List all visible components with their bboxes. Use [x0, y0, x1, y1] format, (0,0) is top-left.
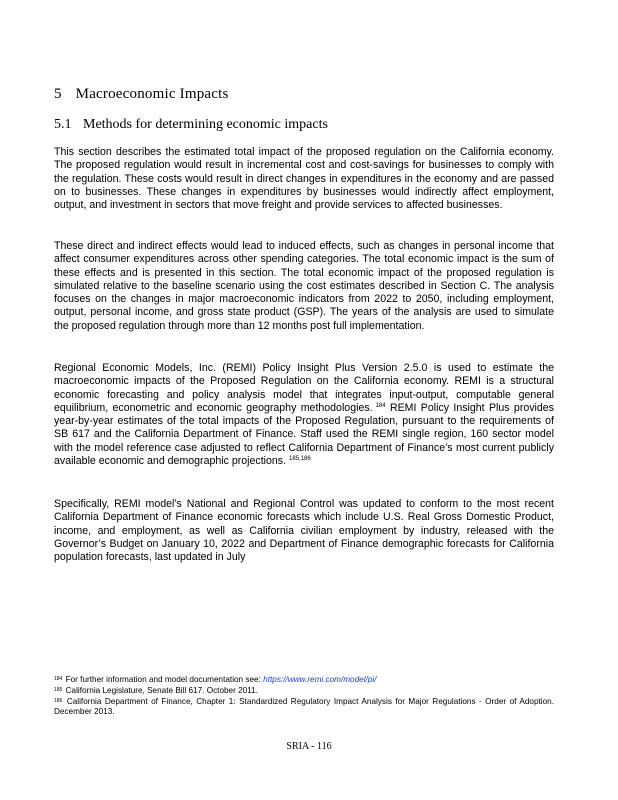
paragraph-1: This section describes the estimated total impact of the proposed regulation on the California economy. The proposed regulation would result in incremental cost and cost-savings for businesses to comply with the regulation. These costs would result in direct changes in expenditures in the economy and are passed on to businesses. These changes in expenditures by businesses would indirectly affect employment, output, and investment in sectors that move freight and provide services to affected businesses. [54, 146, 554, 212]
paragraph-3 [54, 362, 554, 468]
footnote-link[interactable]: https://www.remi.com/model/pi/ [263, 675, 377, 684]
footnote-number: 185 [54, 686, 63, 693]
subsection-number: 5.1 [54, 117, 72, 132]
footnote-text: For further information and model documentation see: [65, 675, 261, 684]
paragraph-2: These direct and indirect effects would lead to induced effects, such as changes in personal income that affect consumer expenditures across other spending categories. The total economic impact is the sum of these effects and is presented in this section. The total economic impact of the proposed regulation is simulated relative to the baseline scenario using the cost estimates described in Section C. The analysis focuses on the changes in major macroeconomic indicators from 2022 to 2050, including employment, output, personal income, and gross state product (GSP). The years of the analysis are used to simulate the proposed regulation through more than 12 months post full implementation. [54, 240, 554, 332]
footnote-ref-185-186[interactable]: 185,186 [289, 456, 311, 463]
section-number: 5 [54, 86, 62, 102]
paragraph-3-part-1: Regional Economic Models, Inc. (REMI) Policy Insight Plus Version 2.5.0 is used to estimate the macroeconomic impacts of the Proposed Regulation on the California economy. REMI is a structural economic forecasting and policy analysis model that integrates input-output, computable general equilibrium, econometric and economic geography methodologies. [54, 362, 554, 414]
section-heading [54, 86, 229, 103]
footnote-number: 186 [54, 697, 63, 704]
footnote-185 [54, 686, 554, 697]
footnote-text: California Legislature, Senate Bill 617. October 2011. [65, 685, 258, 695]
footnote-186 [54, 697, 554, 719]
footnote-text: California Department of Finance, Chapter 1: Standardized Regulatory Impact Analysis for Major Regulations - Order of Adoption. December 2013. [54, 696, 554, 717]
footnotes [54, 675, 554, 718]
footnote-number: 184 [54, 676, 63, 682]
paragraph-3-part-2: REMI Policy Insight Plus provides year-by-year estimates of the total impacts of the Proposed Regulation, pursuant to the requirements of SB 617 and the California Department of Finance. Staff used the REMI single region, 160 sector model with the model reference case adjusted to reflect California Department of Finance’s most current publicly available economic and demographic projections. [54, 401, 554, 468]
section-title: Macroeconomic Impacts [75, 86, 229, 102]
paragraph-4: Specifically, REMI model’s National and Regional Control was updated to conform to the most recent California Department of Finance economic forecasts which include U.S. Real Gross Domestic Product, income, and employment, as well as California civilian employment by industry, released with the Governor’s Budget on January 10, 2022 and Department of Finance demographic forecasts for California population forecasts, last updated in July [54, 498, 554, 564]
page-number: SRIA - 116 [286, 741, 332, 752]
footnote-ref-184[interactable]: 184 [375, 402, 386, 409]
footnote-184 [54, 675, 554, 686]
subsection-title: Methods for determining economic impacts [83, 117, 328, 132]
subsection-heading [54, 117, 328, 133]
